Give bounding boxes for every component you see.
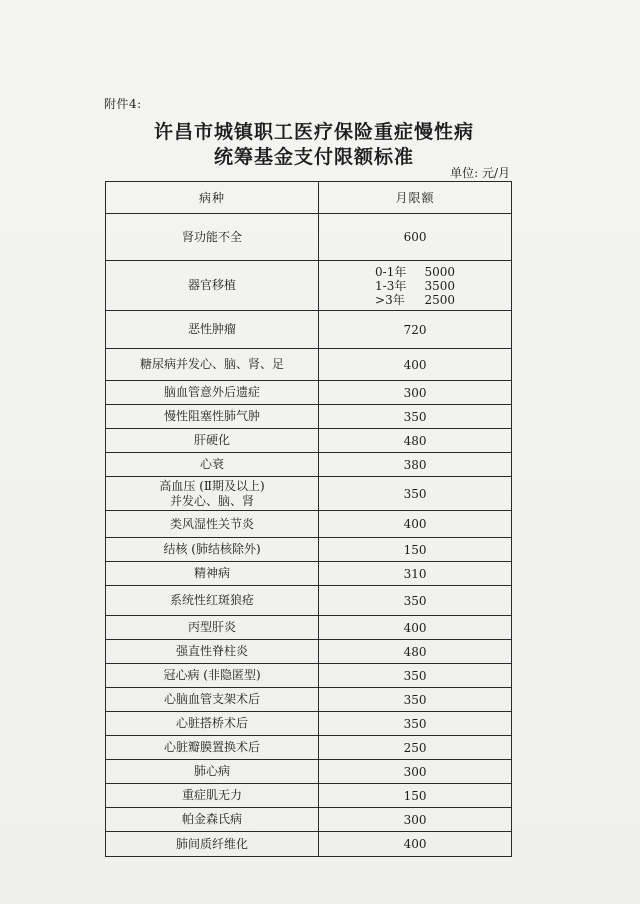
monthly-limit: 250 (319, 736, 512, 760)
monthly-limit: 150 (319, 784, 512, 808)
disease-name (106, 477, 319, 511)
table-row (106, 640, 512, 664)
table-row (106, 511, 512, 538)
monthly-limit-tiers (319, 261, 512, 311)
unit-label: 单位: 元/月 (450, 166, 510, 180)
monthly-limit: 350 (319, 664, 512, 688)
table-row (106, 736, 512, 760)
disease-name: 心脏瓣膜置换术后 (106, 736, 319, 760)
disease-name: 恶性肿瘤 (106, 311, 319, 349)
table-row (106, 453, 512, 477)
tier-amount: 5000 (424, 264, 456, 279)
table-row (106, 688, 512, 712)
monthly-limit: 350 (319, 405, 512, 429)
table-row (106, 477, 512, 511)
table-row (106, 616, 512, 640)
monthly-limit: 350 (319, 477, 512, 511)
disease-name-line2: 并发心、脑、肾 (170, 493, 255, 508)
tier-amount: 2500 (424, 292, 456, 307)
disease-name: 精神病 (106, 562, 319, 586)
monthly-limit: 300 (319, 381, 512, 405)
disease-name: 丙型肝炎 (106, 616, 319, 640)
table-row (106, 261, 512, 311)
tier-row (319, 293, 511, 307)
disease-name: 强直性脊柱炎 (106, 640, 319, 664)
monthly-limit: 400 (319, 349, 512, 381)
table-row (106, 405, 512, 429)
attachment-label: 附件4: (104, 97, 142, 111)
table-row (106, 214, 512, 261)
table-row (106, 760, 512, 784)
disease-name: 帕金森氏病 (106, 808, 319, 832)
tier-row (319, 265, 511, 279)
monthly-limit: 480 (319, 640, 512, 664)
table-row (106, 808, 512, 832)
tier-period: 0-1年 (375, 264, 407, 279)
tier-period: >3年 (375, 292, 405, 307)
table-row (106, 311, 512, 349)
monthly-limit: 720 (319, 311, 512, 349)
monthly-limit: 600 (319, 214, 512, 261)
table-header-row (106, 182, 512, 214)
monthly-limit: 400 (319, 511, 512, 538)
monthly-limit: 300 (319, 760, 512, 784)
table-row (106, 586, 512, 616)
monthly-limit: 350 (319, 688, 512, 712)
table-row (106, 538, 512, 562)
table-row (106, 349, 512, 381)
disease-name: 结核 (肺结核除外) (106, 538, 319, 562)
table-row (106, 664, 512, 688)
header-disease: 病种 (106, 182, 319, 214)
table-row (106, 832, 512, 857)
monthly-limit: 480 (319, 429, 512, 453)
page-title-line2: 统筹基金支付限额标准 (213, 146, 414, 168)
disease-name: 器官移植 (106, 261, 319, 311)
monthly-limit: 400 (319, 832, 512, 857)
disease-name: 肺间质纤维化 (106, 832, 319, 857)
monthly-limit: 350 (319, 586, 512, 616)
monthly-limit: 300 (319, 808, 512, 832)
monthly-limit: 310 (319, 562, 512, 586)
monthly-limit: 150 (319, 538, 512, 562)
disease-name: 慢性阻塞性肺气肿 (106, 405, 319, 429)
disease-name: 冠心病 (非隐匿型) (106, 664, 319, 688)
disease-name-line1: 高血压 (Ⅱ期及以上) (159, 478, 265, 493)
disease-name: 肺心病 (106, 760, 319, 784)
page-title-line1: 许昌市城镇职工医疗保险重症慢性病 (153, 121, 474, 143)
table-row (106, 784, 512, 808)
monthly-limit: 350 (319, 712, 512, 736)
tier-row (319, 279, 511, 293)
tier-amount: 3500 (424, 278, 456, 293)
disease-name: 脑血管意外后遗症 (106, 381, 319, 405)
table-row (106, 429, 512, 453)
monthly-limit: 380 (319, 453, 512, 477)
table-row (106, 712, 512, 736)
disease-name: 重症肌无力 (106, 784, 319, 808)
table-row (106, 381, 512, 405)
tier-period: 1-3年 (375, 278, 407, 293)
monthly-limit: 400 (319, 616, 512, 640)
disease-name: 系统性红斑狼疮 (106, 586, 319, 616)
table-row (106, 562, 512, 586)
disease-name: 肝硬化 (106, 429, 319, 453)
disease-name: 心脑血管支架术后 (106, 688, 319, 712)
disease-name: 心衰 (106, 453, 319, 477)
limit-table (105, 181, 512, 857)
disease-name: 糖尿病并发心、脑、肾、足 (106, 349, 319, 381)
disease-name: 肾功能不全 (106, 214, 319, 261)
disease-name: 类风湿性关节炎 (106, 511, 319, 538)
header-monthly-limit: 月限额 (319, 182, 512, 214)
disease-name: 心脏搭桥术后 (106, 712, 319, 736)
